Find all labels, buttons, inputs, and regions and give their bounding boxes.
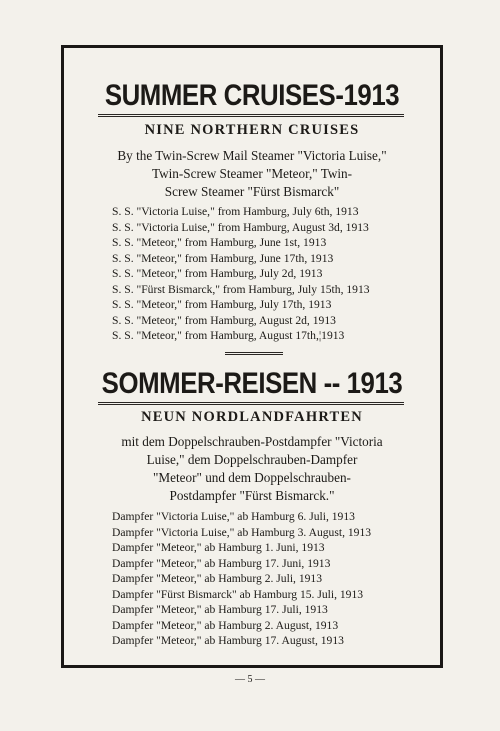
german-description	[64, 433, 440, 505]
page-border-frame	[61, 45, 443, 668]
list-item: S. S. "Meteor," from Hamburg, August 2d, 1913	[112, 313, 336, 327]
german-cruise-list	[112, 509, 371, 649]
list-item: S. S. "Meteor," from Hamburg, June 17th, 1913	[112, 251, 334, 265]
german-description-line: Luise," dem Doppelschrauben-Dampfer	[146, 452, 358, 467]
english-subtitle: NINE NORTHERN CRUISES	[144, 122, 360, 138]
list-item: Dampfer "Meteor," ab Hamburg 17. August, 1913	[112, 634, 344, 647]
english-title-rule	[98, 114, 404, 117]
list-item: Dampfer "Meteor," ab Hamburg 17. Juni, 1913	[112, 556, 331, 570]
list-item: Dampfer "Meteor," ab Hamburg 17. Juli, 1913	[112, 603, 328, 616]
german-subtitle: NEUN NORDLANDFAHRTEN	[141, 409, 363, 425]
german-title: SOMMER-REISEN -- 1913	[101, 367, 403, 400]
english-cruise-list	[112, 204, 370, 344]
german-title-rule	[98, 402, 404, 405]
german-description-line: mit dem Doppelschrauben-Postdampfer "Victoria	[121, 434, 383, 449]
list-item: S. S. "Meteor," from Hamburg, June 1st, 1913	[112, 236, 327, 249]
list-item: S. S. "Victoria Luise," from Hamburg, August 3d, 1913	[112, 220, 369, 234]
list-item: S. S. "Meteor," from Hamburg, August 17th,¦1913	[112, 329, 345, 342]
list-item: S. S. "Meteor," from Hamburg, July 17th, 1913	[112, 298, 332, 311]
english-description	[64, 147, 440, 201]
section-divider	[225, 352, 283, 355]
list-item: S. S. "Meteor," from Hamburg, July 2d, 1913	[112, 267, 323, 280]
list-item: Dampfer "Fürst Bismarck" ab Hamburg 15. Juli, 1913	[112, 587, 364, 601]
page-number: — 5 —	[235, 674, 265, 685]
english-title: SUMMER CRUISES-1913	[104, 79, 400, 112]
list-item: Dampfer "Meteor," ab Hamburg 2. Juli, 1913	[112, 572, 323, 585]
english-description-line: By the Twin-Screw Mail Steamer "Victoria Luise,"	[117, 148, 387, 163]
german-description-line: Postdampfer "Fürst Bismarck."	[169, 488, 335, 503]
list-item: Dampfer "Meteor," ab Hamburg 2. August, 1913	[112, 618, 339, 632]
list-item: S. S. "Victoria Luise," from Hamburg, July 6th, 1913	[112, 205, 359, 218]
list-item: Dampfer "Victoria Luise," ab Hamburg 6. Juli, 1913	[112, 510, 355, 523]
german-description-line: "Meteor" und dem Doppelschrauben-	[153, 470, 351, 485]
list-item: S. S. "Fürst Bismarck," from Hamburg, July 15th, 1913	[112, 282, 370, 296]
list-item: Dampfer "Victoria Luise," ab Hamburg 3. August, 1913	[112, 525, 372, 539]
list-item: Dampfer "Meteor," ab Hamburg 1. Juni, 1913	[112, 541, 325, 554]
english-description-line: Twin-Screw Steamer "Meteor," Twin-	[151, 166, 353, 181]
english-description-line: Screw Steamer "Fürst Bismarck"	[164, 184, 340, 199]
